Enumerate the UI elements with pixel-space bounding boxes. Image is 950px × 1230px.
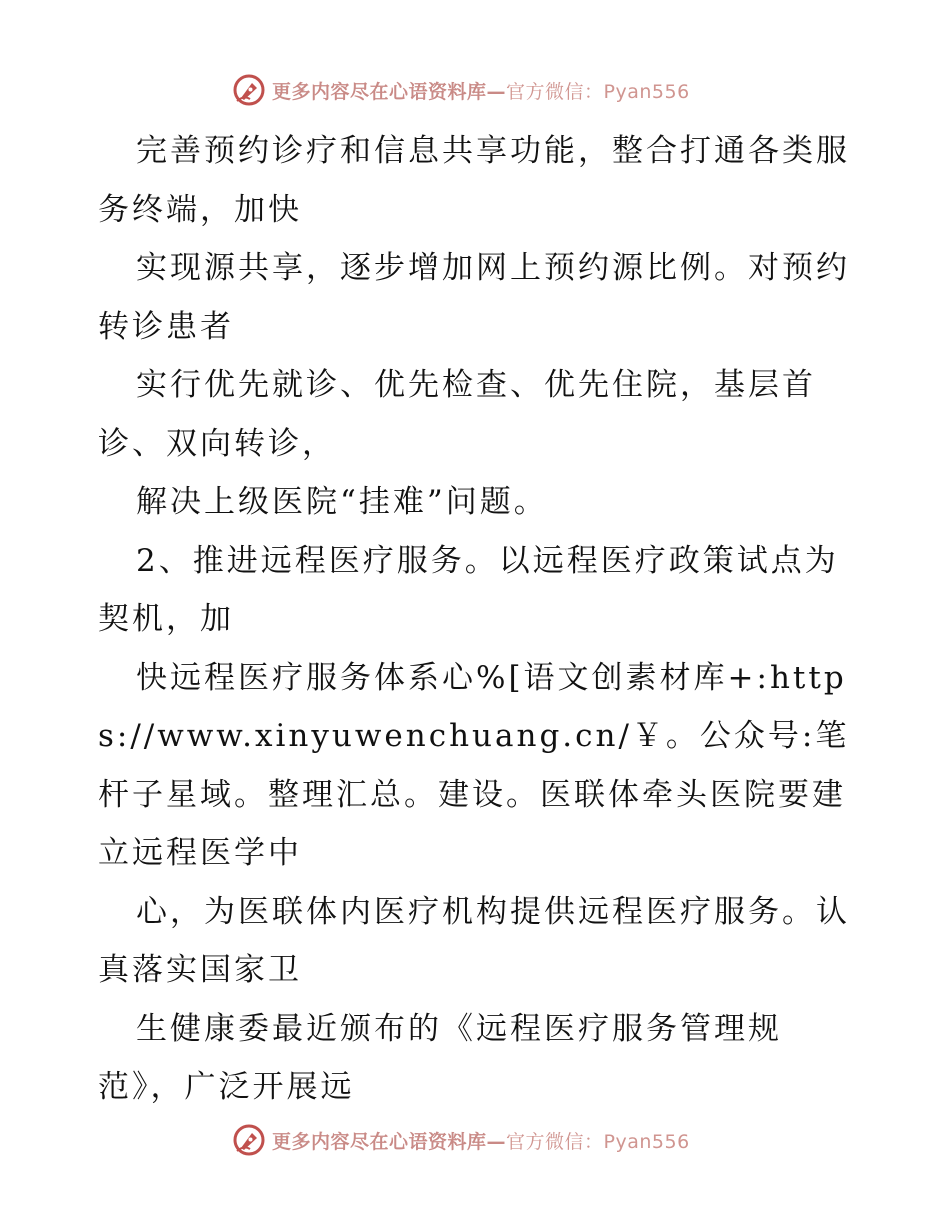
header-banner-main: 更多内容尽在心语资料库 (272, 80, 487, 103)
pen-nib-circle-icon (232, 73, 266, 107)
paragraph-6: 快远程医疗服务体系心%[语文创素材库+:https://www.xinyuwenchuang.cn/￥。公众号:笔杆子星域。整理汇总。建设。医联体牵头医院要建立远程医学中 (98, 659, 850, 871)
document-body (98, 122, 858, 1117)
footer-banner-sep: — (486, 1130, 507, 1153)
pen-nib-circle-icon (232, 1123, 266, 1157)
paragraph-2: 实现源共享，逐步增加网上预约源比例。对预约转诊患者 (98, 250, 850, 345)
header-banner-sep: — (486, 80, 507, 103)
paragraph-1: 完善预约诊疗和信息共享功能，整合打通各类服务终端，加快 (98, 133, 850, 228)
paragraph-4: 解决上级医院“挂难”问题。 (136, 484, 548, 520)
paragraph-7: 心，为医联体内医疗机构提供远程医疗服务。认真落实国家卫 (98, 893, 850, 988)
paragraph-8: 生健康委最近颁布的《远程医疗服务管理规范》，广泛开展远 (98, 1010, 782, 1105)
header-banner-text (272, 77, 690, 104)
footer-banner-text (272, 1127, 690, 1154)
header-banner-wechat: 官方微信：Pyan556 (506, 80, 690, 103)
footer-banner-wechat: 官方微信：Pyan556 (506, 1130, 690, 1153)
header-banner (232, 72, 712, 108)
paragraph-5: 2、推进远程医疗服务。以远程医疗政策试点为契机，加 (98, 542, 839, 637)
footer-banner (232, 1122, 712, 1158)
paragraph-3: 实行优先就诊、优先检查、优先住院，基层首诊、双向转诊， (98, 367, 816, 462)
footer-banner-main: 更多内容尽在心语资料库 (272, 1130, 487, 1153)
